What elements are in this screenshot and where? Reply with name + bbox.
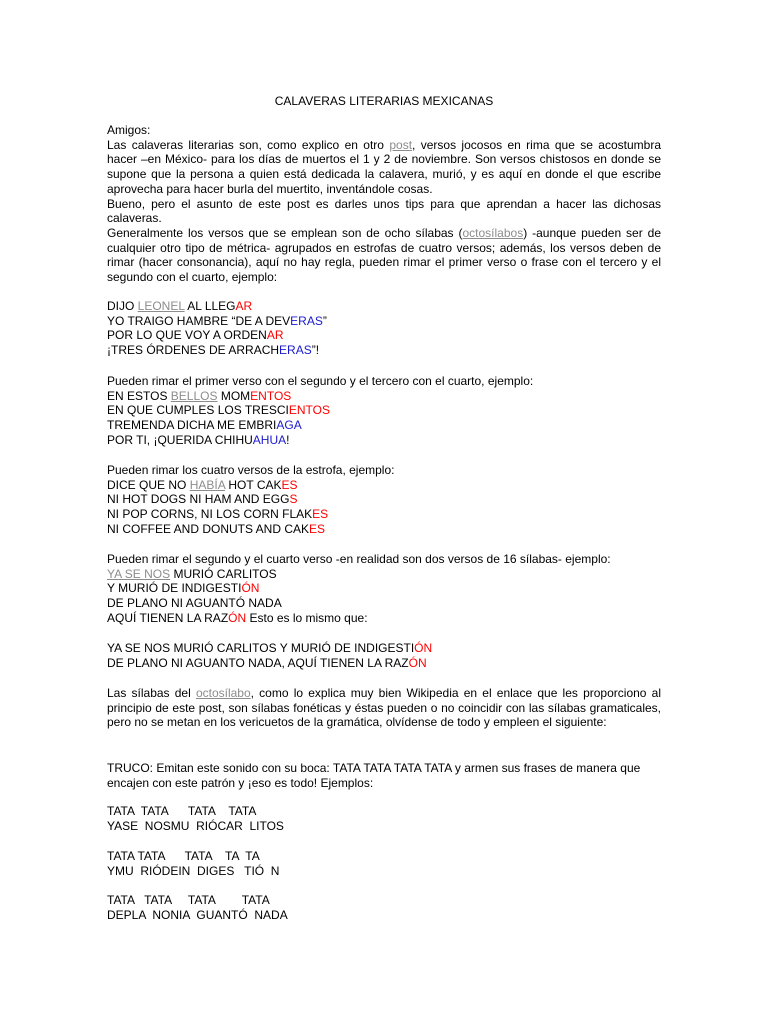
intro-paragraph-3: Generalmente los versos que se emplean son de ocho sílabas (octosílabos) -aunque pueden ser de cualquier otro tipo de métrica- agrupados en estrofas de cuatro versos; además, los versos deben de rimar (hacer consonancia), aquí no hay regla, pueden rimar el primer verso o frase con el tercero y el segundo con el cuarto, ejemplo:: [107, 225, 661, 285]
example-5: [107, 641, 661, 670]
verse-line: EN QUE CUMPLES LOS TRESCIENTOS: [107, 403, 330, 418]
pattern-line: TATA TATA TATA TATA: [107, 893, 270, 907]
habia-link[interactable]: HABÍA: [189, 477, 226, 492]
verse-line: DICE QUE NO HABÍA HOT CAKES: [107, 477, 298, 492]
example-3: [107, 463, 661, 537]
verse-line: YA SE NOS MURIÓ CARLITOS: [107, 566, 277, 581]
verse-line: NI POP CORNS, NI LOS CORN FLAKES: [107, 507, 329, 522]
pattern-3: [107, 893, 661, 922]
example-2: [107, 374, 661, 448]
verse-line: POR TI, ¡QUERIDA CHIHUAHUA!: [107, 432, 290, 447]
greeting: Amigos:: [107, 123, 151, 137]
pattern-line: DEPLA NONIA GUANTÓ NADA: [107, 907, 288, 922]
example-intro: Pueden rimar el segundo y el cuarto verso -en realidad son dos versos de 16 sílabas- ejemplo:: [107, 552, 611, 566]
pattern-1: [107, 804, 661, 833]
verse-line: NI HOT DOGS NI HAM AND EGGS: [107, 492, 298, 507]
leonel-link[interactable]: LEONEL: [137, 299, 185, 313]
pattern-2: [107, 849, 661, 878]
verse-line: YA SE NOS MURIÓ CARLITOS Y MURIÓ DE INDIGESTIÓN: [107, 641, 433, 655]
syllables-paragraph: Las sílabas del octosílabo, como lo explica muy bien Wikipedia en el enlace que les proporciono al principio de este post, son sílabas fonéticas y éstas pueden o no coincidir con las sílabas gramaticales, pero no se metan en los vericuetos de la gramática, olvídense de todo y empleen el siguiente:: [107, 686, 661, 730]
example-intro: Pueden rimar el primer verso con el segundo y el tercero con el cuarto, ejemplo:: [107, 374, 534, 388]
truco-paragraph: TRUCO: Emitan este sonido con su boca: TATA TATA TATA TATA y armen sus frases de manera que encajen con este patrón y ¡eso es todo! Ejemplos:: [107, 761, 641, 790]
pattern-line: YASE NOSMU RIÓCAR LITOS: [107, 818, 284, 833]
intro-block: [107, 123, 661, 285]
verse-line: DIJO LEONEL AL LLEGAR: [107, 299, 253, 313]
ya-se-nos-link[interactable]: YA SE NOS: [107, 566, 171, 581]
verse-line: POR LO QUE VOY A ORDENAR: [107, 328, 284, 343]
document-title: CALAVERAS LITERARIAS MEXICANAS: [274, 94, 494, 108]
example-intro: Pueden rimar los cuatro versos de la estrofa, ejemplo:: [107, 463, 395, 477]
pattern-line: YMU RIÓDEIN DIGES TIÓ N: [107, 863, 280, 878]
verse-line: AQUÍ TIENEN LA RAZÓN Esto es lo mismo que:: [107, 610, 368, 625]
verse-line: TREMENDA DICHA ME EMBRIAGA: [107, 418, 302, 433]
octosilabo-link[interactable]: octosílabo: [195, 686, 251, 700]
example-1: [107, 299, 661, 358]
post-link[interactable]: post: [389, 137, 413, 152]
verse-line: EN ESTOS BELLOS MOMENTOS: [107, 388, 292, 403]
verse-line: ¡TRES ÓRDENES DE ARRACHERAS”!: [107, 343, 320, 358]
octosilabos-link[interactable]: octosílabos: [462, 225, 524, 240]
pattern-line: TATA TATA TATA TATA: [107, 804, 257, 818]
verse-line: YO TRAIGO HAMBRE “DE A DEVERAS”: [107, 313, 327, 328]
verse-line: NI COFFEE AND DONUTS AND CAKES: [107, 521, 326, 536]
example-4: [107, 552, 661, 626]
verse-line: Y MURIÓ DE INDIGESTIÓN: [107, 581, 260, 596]
verse-line: DE PLANO NI AGUANTO NADA, AQUÍ TIENEN LA RAZÓN: [107, 655, 427, 670]
verse-line: DE PLANO NI AGUANTÓ NADA: [107, 596, 282, 611]
pattern-line: TATA TATA TATA TA TA: [107, 849, 260, 863]
intro-paragraph-1: Las calaveras literarias son, como explico en otro post, versos jocosos en rima que se acostumbra hacer –en México- para los días de muertos el 1 y 2 de noviembre. Son versos chistosos en donde se supone que la persona a quien está dedicada la calavera, murió, y es aquí en donde el que escribe aprovecha para hacer burla del muertito, inventándole cosas.: [107, 137, 661, 196]
intro-paragraph-2: Bueno, pero el asunto de este post es darles unos tips para que aprendan a hacer las dichosas calaveras.: [107, 196, 661, 226]
bellos-link[interactable]: BELLOS: [170, 388, 218, 403]
